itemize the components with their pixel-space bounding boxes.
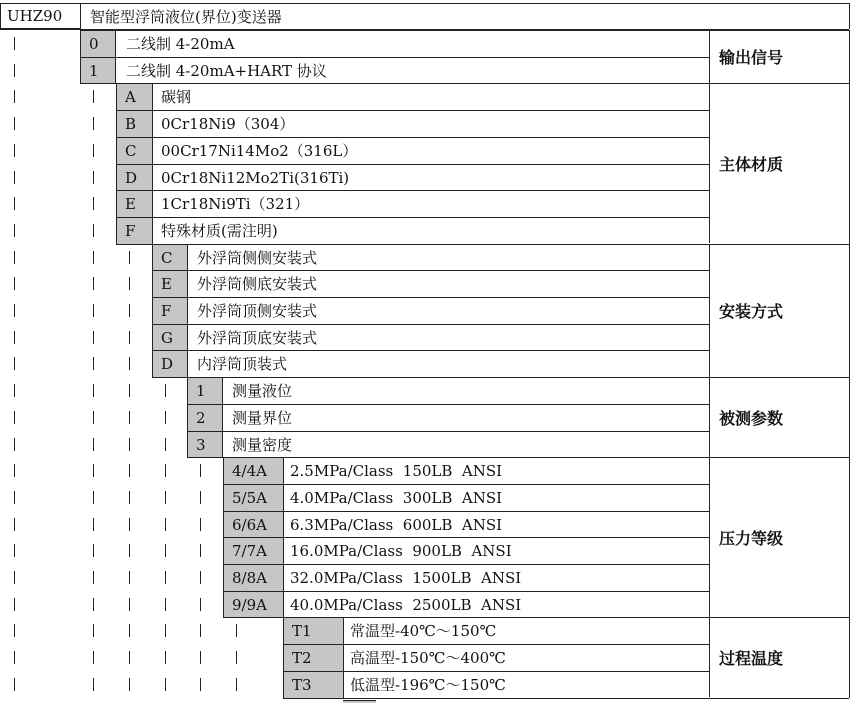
option-description: 碳钢: [161, 88, 192, 106]
option-description: 4.0MPa/Class 300LB ANSI: [290, 488, 503, 507]
option-code: 4/4A: [223, 457, 284, 485]
option-code: 1: [80, 57, 116, 84]
continuation-bar: [236, 624, 237, 637]
continuation-bar: [14, 438, 15, 451]
header-top-rule: [0, 3, 849, 4]
continuation-bar: [129, 651, 130, 664]
continuation-bar: [14, 304, 15, 317]
continuation-bar: [165, 678, 166, 691]
continuation-bar: [93, 171, 94, 184]
continuation-bar: [93, 304, 94, 317]
continuation-bar: [165, 544, 166, 557]
option-code: T1: [283, 617, 344, 645]
category-label: 主体材质: [719, 154, 784, 174]
option-code: G: [152, 324, 188, 351]
continuation-bar: [93, 357, 94, 370]
continuation-bar: [129, 357, 130, 370]
continuation-bar: [14, 678, 15, 691]
continuation-bar: [165, 411, 166, 424]
continuation-bar: [165, 518, 166, 531]
option-description: 外浮筒侧侧安装式: [197, 249, 318, 267]
option-description: 0Cr18Ni9（304）: [161, 115, 295, 133]
option-description: 0Cr18Ni12Mo2Ti(316Ti): [161, 168, 350, 187]
category-label: 被测参数: [719, 408, 784, 428]
continuation-bar: [165, 624, 166, 637]
option-code: D: [152, 350, 188, 378]
continuation-bar: [93, 678, 94, 691]
continuation-bar: [200, 464, 201, 477]
continuation-bar: [93, 197, 94, 210]
continuation-bar: [93, 277, 94, 290]
option-description: 16.0MPa/Class 900LB ANSI: [290, 541, 512, 560]
option-description: 1Cr18Ni9Ti（321）: [161, 195, 310, 213]
continuation-bar: [200, 624, 201, 637]
continuation-bar: [236, 678, 237, 691]
option-description: 外浮筒侧底安装式: [197, 275, 318, 293]
option-description: 40.0MPa/Class 2500LB ANSI: [290, 595, 522, 614]
continuation-bar: [93, 224, 94, 237]
continuation-bar: [14, 251, 15, 264]
continuation-bar: [200, 571, 201, 584]
option-code: 6/6A: [223, 511, 284, 538]
continuation-bar: [93, 331, 94, 344]
continuation-bar: [14, 64, 15, 77]
option-description: 测量液位: [232, 382, 293, 400]
continuation-bar: [14, 384, 15, 397]
option-description: 常温型-40℃～150℃: [350, 622, 497, 640]
option-description: 2.5MPa/Class 150LB ANSI: [290, 461, 503, 480]
continuation-bar: [93, 117, 94, 130]
option-code: B: [116, 110, 153, 138]
option-code: 1: [187, 377, 223, 405]
option-code: 9/9A: [223, 591, 284, 618]
continuation-bar: [200, 518, 201, 531]
continuation-bar: [93, 90, 94, 103]
option-description: 特殊材质(需注明): [161, 222, 278, 240]
option-code: C: [152, 244, 188, 271]
option-code: D: [116, 164, 153, 191]
continuation-bar: [14, 171, 15, 184]
continuation-bar: [14, 197, 15, 210]
continuation-bar: [93, 571, 94, 584]
continuation-bar: [14, 117, 15, 130]
continuation-bar: [14, 491, 15, 504]
continuation-bar: [93, 544, 94, 557]
continuation-bar: [236, 651, 237, 664]
option-description: 高温型-150℃～400℃: [350, 649, 506, 667]
option-code: A: [116, 83, 153, 111]
option-description: 外浮筒顶侧安装式: [197, 302, 318, 320]
option-code: 5/5A: [223, 484, 284, 512]
continuation-bar: [129, 491, 130, 504]
continuation-bar: [14, 331, 15, 344]
continuation-bar: [14, 464, 15, 477]
continuation-bar: [200, 678, 201, 691]
continuation-bar: [129, 251, 130, 264]
continuation-bar: [93, 518, 94, 531]
continuation-bar: [14, 90, 15, 103]
continuation-bar: [14, 224, 15, 237]
continuation-bar: [93, 438, 94, 451]
continuation-bar: [14, 518, 15, 531]
continuation-bar: [165, 598, 166, 611]
continuation-bar: [165, 384, 166, 397]
continuation-bar: [165, 651, 166, 664]
continuation-bar: [14, 571, 15, 584]
option-description: 二线制 4-20mA+HART 协议: [126, 62, 327, 80]
continuation-bar: [14, 357, 15, 370]
continuation-bar: [93, 411, 94, 424]
header-left-rule: [0, 3, 1, 29]
continuation-bar: [14, 37, 15, 50]
continuation-bar: [14, 598, 15, 611]
continuation-bar: [14, 651, 15, 664]
continuation-bar: [14, 411, 15, 424]
continuation-bar: [200, 598, 201, 611]
model-code: UHZ90: [0, 3, 80, 29]
option-code: 8/8A: [223, 564, 284, 592]
continuation-bar: [200, 651, 201, 664]
option-code: E: [116, 190, 153, 218]
option-code: 2: [187, 404, 223, 432]
continuation-bar: [93, 491, 94, 504]
option-code: E: [152, 270, 188, 298]
continuation-bar: [129, 544, 130, 557]
continuation-bar: [129, 518, 130, 531]
option-code: 3: [187, 431, 223, 458]
continuation-bar: [129, 678, 130, 691]
option-description: 6.3MPa/Class 600LB ANSI: [290, 515, 503, 534]
continuation-bar: [14, 544, 15, 557]
option-code: F: [116, 217, 153, 245]
option-code: T2: [283, 644, 344, 672]
option-description: 测量界位: [232, 409, 293, 427]
option-code: T3: [283, 671, 344, 699]
continuation-bar: [129, 438, 130, 451]
option-description: 二线制 4-20mA: [126, 35, 235, 53]
continuation-bar: [165, 571, 166, 584]
category-label: 压力等级: [719, 528, 784, 548]
continuation-bar: [129, 464, 130, 477]
continuation-bar: [14, 144, 15, 157]
continuation-bar: [129, 277, 130, 290]
category-label: 输出信号: [719, 48, 784, 67]
product-title: 智能型浮筒液位(界位)变送器: [90, 7, 282, 26]
continuation-bar: [129, 571, 130, 584]
continuation-bar: [93, 251, 94, 264]
continuation-bar: [200, 544, 201, 557]
option-description: 00Cr17Ni14Mo2（316L）: [161, 142, 358, 160]
continuation-bar: [200, 491, 201, 504]
continuation-bar: [129, 598, 130, 611]
continuation-bar: [14, 624, 15, 637]
continuation-bar: [93, 598, 94, 611]
option-code: C: [116, 137, 153, 165]
continuation-bar: [165, 491, 166, 504]
group-bottom-rule: [283, 698, 849, 699]
option-description: 32.0MPa/Class 1500LB ANSI: [290, 568, 522, 587]
option-code: 0: [80, 30, 116, 58]
header-divider: [80, 3, 81, 29]
category-label: 过程温度: [719, 648, 784, 668]
category-label: 安装方式: [719, 302, 784, 321]
option-code: 7/7A: [223, 537, 284, 565]
continuation-bar: [129, 624, 130, 637]
continuation-bar: [129, 411, 130, 424]
option-description: 内浮筒顶装式: [197, 355, 288, 373]
continuation-bar: [165, 438, 166, 451]
continuation-bar: [129, 331, 130, 344]
continuation-bar: [129, 304, 130, 317]
option-description: 测量密度: [232, 436, 293, 454]
continuation-bar: [93, 384, 94, 397]
continuation-bar: [129, 384, 130, 397]
continuation-bar: [93, 144, 94, 157]
continuation-bar: [14, 277, 15, 290]
continuation-bar: [93, 651, 94, 664]
option-code: F: [152, 297, 188, 325]
continuation-bar: [93, 624, 94, 637]
option-description: 外浮筒顶底安装式: [197, 329, 318, 347]
continuation-bar: [165, 464, 166, 477]
option-description: 低温型-196℃～150℃: [350, 676, 506, 694]
continuation-bar: [93, 464, 94, 477]
